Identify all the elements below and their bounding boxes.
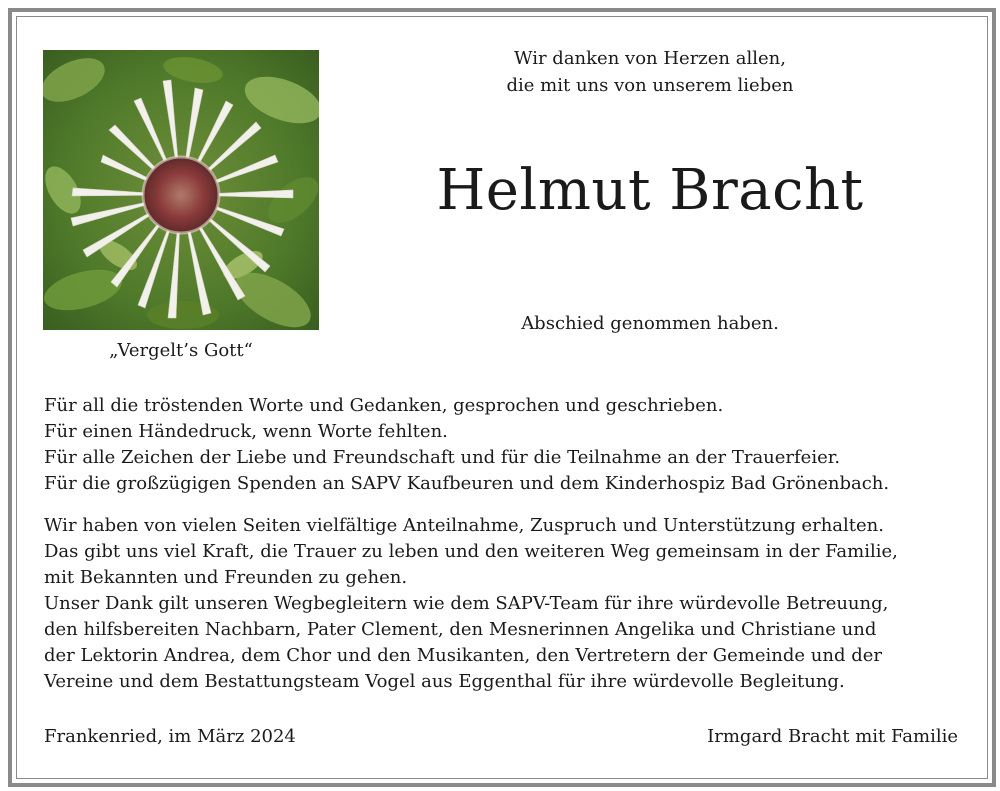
flower-image <box>43 50 319 330</box>
text-line: Das gibt uns viel Kraft, die Trauer zu leben und den weiteren Weg gemeinsam in der Familie, <box>44 541 898 562</box>
intro-text <box>440 45 860 99</box>
text-line: der Lektorin Andrea, dem Chor und den Musikanten, den Vertretern der Gemeinde und der <box>44 645 882 666</box>
thanks-paragraph-2 <box>44 513 964 695</box>
text-line: Für alle Zeichen der Liebe und Freundschaft und für die Teilnahme an der Trauerfeier. <box>44 447 841 468</box>
thanks-paragraph-1 <box>44 393 964 497</box>
text-line: den hilfsbereiten Nachbarn, Pater Clement, den Mesnerinnen Angelika und Christiane und <box>44 619 877 640</box>
silver-thistle-photo <box>43 50 319 330</box>
text-line: Vereine und dem Bestattungsteam Vogel aus Eggenthal für ihre würdevolle Begleitung. <box>44 671 845 692</box>
text-line: Für die großzügigen Spenden an SAPV Kaufbeuren und dem Kinderhospiz Bad Grönenbach. <box>44 473 890 494</box>
text-line: Für einen Händedruck, wenn Worte fehlten. <box>44 421 448 442</box>
place-and-date: Frankenried, im März 2024 <box>44 726 296 747</box>
farewell-text: Abschied genommen haben. <box>521 313 779 334</box>
text-line: Wir haben von vielen Seiten vielfältige Anteilnahme, Zuspruch und Unterstützung erhalten. <box>44 515 884 536</box>
signature: Irmgard Bracht mit Familie <box>707 726 958 747</box>
deceased-name: Helmut Bracht <box>436 158 864 223</box>
text-line: mit Bekannten und Freunden zu gehen. <box>44 567 408 588</box>
text-line: Unser Dank gilt unseren Wegbegleitern wie dem SAPV-Team für ihre würdevolle Betreuung, <box>44 593 889 614</box>
intro-line-1: Wir danken von Herzen allen, <box>514 48 786 69</box>
text-line: Für all die tröstenden Worte und Gedanken, gesprochen und geschrieben. <box>44 395 724 416</box>
photo-caption: „Vergelt’s Gott“ <box>109 340 253 361</box>
intro-line-2: die mit uns von unserem lieben <box>506 75 794 96</box>
